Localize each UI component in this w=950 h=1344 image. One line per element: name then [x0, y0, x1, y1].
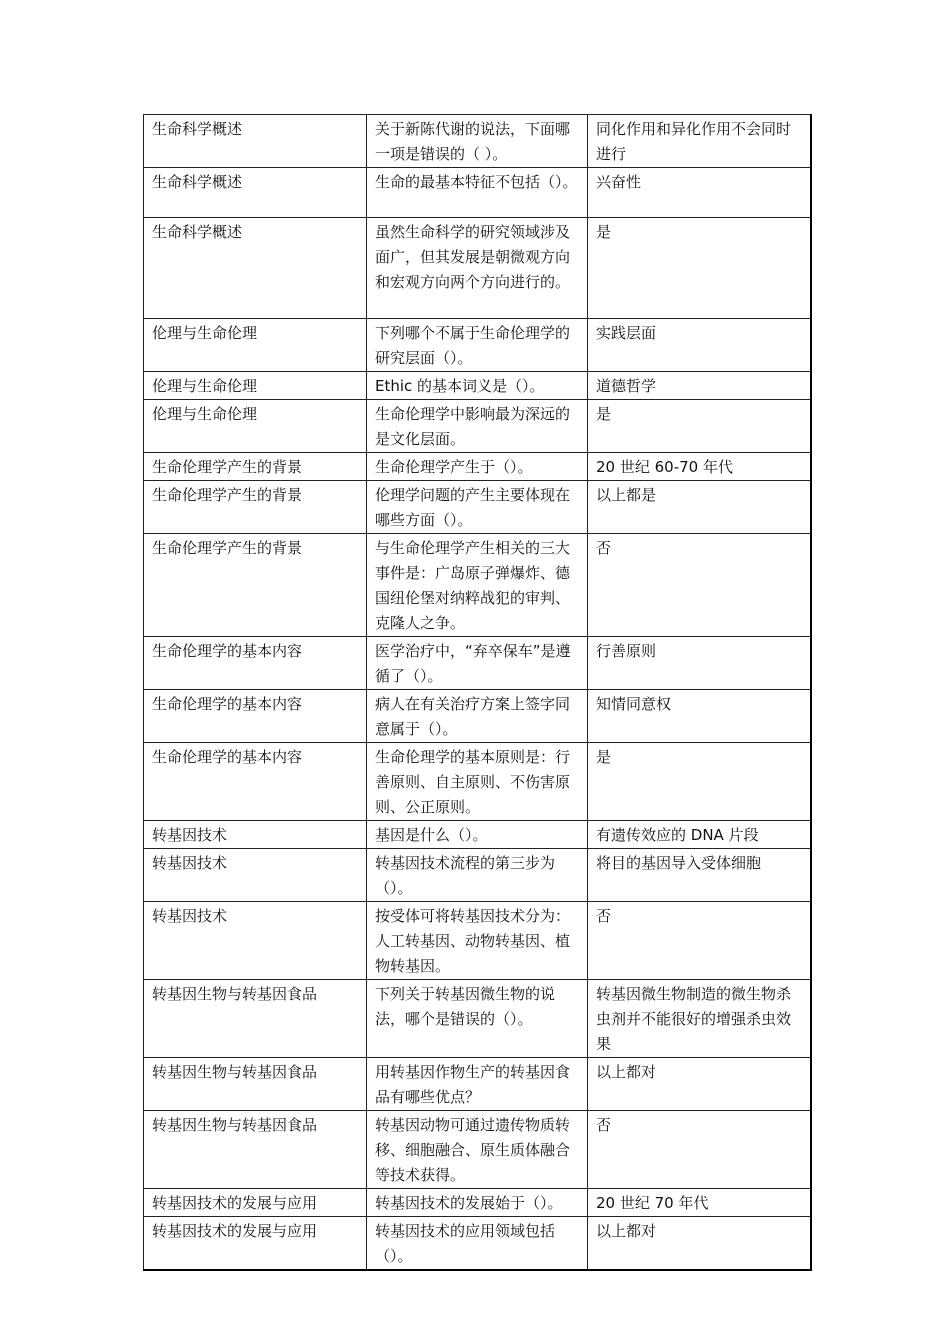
- question-cell: 按受体可将转基因技术分为：人工转基因、动物转基因、植物转基因。: [367, 902, 588, 980]
- answer-cell: 是: [588, 743, 812, 821]
- topic-cell: 伦理与生命伦理: [144, 400, 367, 453]
- question-cell: 转基因技术的应用领域包括（）。: [367, 1217, 588, 1271]
- question-cell: 转基因技术的发展始于（）。: [367, 1189, 588, 1217]
- question-cell: 病人在有关治疗方案上签字同意属于（）。: [367, 690, 588, 743]
- question-cell: 生命伦理学产生于（）。: [367, 453, 588, 481]
- question-cell: 与生命伦理学产生相关的三大事件是：广岛原子弹爆炸、德国纽伦堡对纳粹战犯的审判、克隆人之争。: [367, 534, 588, 637]
- table-row: [144, 168, 812, 218]
- table-row: [144, 980, 812, 1058]
- answer-cell: 否: [588, 902, 812, 980]
- answer-cell: 否: [588, 1111, 812, 1189]
- table-row: [144, 372, 812, 400]
- question-cell: 生命的最基本特征不包括（）。: [367, 168, 588, 218]
- answer-cell: 知情同意权: [588, 690, 812, 743]
- table-row: [144, 743, 812, 821]
- topic-cell: 生命科学概述: [144, 115, 367, 168]
- answer-cell: 行善原则: [588, 637, 812, 690]
- table-row: [144, 690, 812, 743]
- answer-cell: 兴奋性: [588, 168, 812, 218]
- question-cell: 下列哪个不属于生命伦理学的研究层面（）。: [367, 319, 588, 372]
- answer-cell: 转基因微生物制造的微生物杀虫剂并不能很好的增强杀虫效果: [588, 980, 812, 1058]
- answer-cell: 道德哲学: [588, 372, 812, 400]
- table-row: [144, 218, 812, 319]
- topic-cell: 转基因技术的发展与应用: [144, 1217, 367, 1271]
- answer-cell: 以上都是: [588, 481, 812, 534]
- question-cell: 生命伦理学中影响最为深远的是文化层面。: [367, 400, 588, 453]
- question-cell: 伦理学问题的产生主要体现在哪些方面（）。: [367, 481, 588, 534]
- topic-cell: 生命伦理学产生的背景: [144, 481, 367, 534]
- topic-cell: 转基因生物与转基因食品: [144, 1111, 367, 1189]
- table-row: [144, 319, 812, 372]
- table-row: [144, 534, 812, 637]
- answer-cell: 以上都对: [588, 1217, 812, 1271]
- table-row: [144, 1111, 812, 1189]
- topic-cell: 转基因技术: [144, 902, 367, 980]
- table-row: [144, 637, 812, 690]
- topic-cell: 生命伦理学的基本内容: [144, 690, 367, 743]
- table-row: [144, 902, 812, 980]
- table-row: [144, 1217, 812, 1271]
- table-row: [144, 1058, 812, 1111]
- topic-cell: 转基因技术: [144, 821, 367, 849]
- topic-cell: 转基因生物与转基因食品: [144, 980, 367, 1058]
- topic-cell: 生命伦理学的基本内容: [144, 743, 367, 821]
- question-cell: 虽然生命科学的研究领域涉及面广，但其发展是朝微观方向和宏观方向两个方向进行的。: [367, 218, 588, 319]
- table-body: [144, 115, 812, 1271]
- topic-cell: 生命伦理学的基本内容: [144, 637, 367, 690]
- topic-cell: 转基因技术: [144, 849, 367, 902]
- answer-cell: 将目的基因导入受体细胞: [588, 849, 812, 902]
- topic-cell: 生命伦理学产生的背景: [144, 534, 367, 637]
- question-cell: 转基因动物可通过遗传物质转移、细胞融合、原生质体融合等技术获得。: [367, 1111, 588, 1189]
- question-cell: 基因是什么（）。: [367, 821, 588, 849]
- topic-cell: 转基因生物与转基因食品: [144, 1058, 367, 1111]
- table-row: [144, 481, 812, 534]
- topic-cell: 伦理与生命伦理: [144, 319, 367, 372]
- question-cell: Ethic 的基本词义是（）。: [367, 372, 588, 400]
- topic-cell: 生命伦理学产生的背景: [144, 453, 367, 481]
- question-cell: 关于新陈代谢的说法，下面哪一项是错误的（ ）。: [367, 115, 588, 168]
- question-cell: 生命伦理学的基本原则是：行善原则、自主原则、不伤害原则、公正原则。: [367, 743, 588, 821]
- question-cell: 用转基因作物生产的转基因食品有哪些优点？: [367, 1058, 588, 1111]
- table-row: [144, 400, 812, 453]
- answer-cell: 20 世纪 70 年代: [588, 1189, 812, 1217]
- table-row: [144, 1189, 812, 1217]
- answer-cell: 是: [588, 218, 812, 319]
- table-row: [144, 821, 812, 849]
- table-row: [144, 115, 812, 168]
- answer-cell: 实践层面: [588, 319, 812, 372]
- question-cell: 转基因技术流程的第三步为（）。: [367, 849, 588, 902]
- question-answer-table: [143, 114, 812, 1271]
- topic-cell: 转基因技术的发展与应用: [144, 1189, 367, 1217]
- answer-cell: 以上都对: [588, 1058, 812, 1111]
- table-row: [144, 849, 812, 902]
- table-row: [144, 453, 812, 481]
- answer-cell: 20 世纪 60-70 年代: [588, 453, 812, 481]
- topic-cell: 伦理与生命伦理: [144, 372, 367, 400]
- answer-cell: 有遗传效应的 DNA 片段: [588, 821, 812, 849]
- topic-cell: 生命科学概述: [144, 168, 367, 218]
- question-cell: 下列关于转基因微生物的说法，哪个是错误的（）。: [367, 980, 588, 1058]
- question-cell: 医学治疗中，“弃卒保车”是遵循了（）。: [367, 637, 588, 690]
- topic-cell: 生命科学概述: [144, 218, 367, 319]
- answer-cell: 否: [588, 534, 812, 637]
- answer-cell: 是: [588, 400, 812, 453]
- answer-cell: 同化作用和异化作用不会同时进行: [588, 115, 812, 168]
